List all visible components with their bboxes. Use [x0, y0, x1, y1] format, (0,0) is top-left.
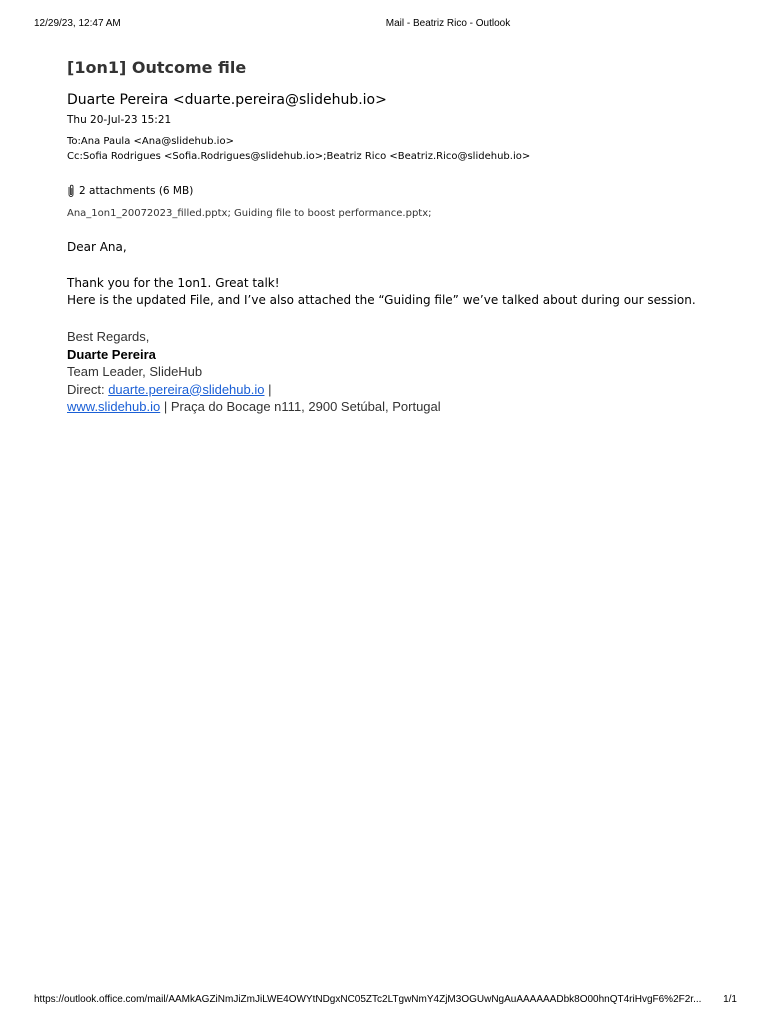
signature-email-link[interactable]: duarte.pereira@slidehub.io [108, 381, 265, 397]
print-header [0, 18, 768, 32]
email-subject: [1on1] Outcome file [67, 58, 247, 77]
signature-role: Team Leader, SlideHub [67, 364, 203, 379]
email-date: Thu 20-Jul-23 15:21 [67, 114, 172, 126]
signature-direct-label: Direct: [67, 381, 105, 397]
signature-closing: Best Regards, [67, 329, 150, 344]
signature-address: | Praça do Bocage n111, 2900 Setúbal, Portugal [163, 399, 441, 414]
paperclip-icon [67, 184, 75, 198]
email-cc: Cc:Sofia Rodrigues <Sofia.Rodrigues@slidehub.io>;Beatriz Rico <Beatriz.Rico@slidehub.io> [67, 151, 531, 162]
print-footer [0, 994, 768, 1008]
print-datetime: 12/29/23, 12:47 AM [34, 18, 121, 29]
print-title: Mail - Beatriz Rico - Outlook [385, 18, 511, 29]
email-from: Duarte Pereira <duarte.pereira@slidehub.io> [67, 92, 387, 108]
signature-name: Duarte Pereira [67, 346, 156, 362]
email-greeting: Dear Ana, [67, 240, 127, 254]
signature-website-link[interactable]: www.slidehub.io [67, 399, 161, 414]
signature-direct-line [67, 381, 441, 399]
email-signature [67, 328, 441, 416]
print-page-number: 1/1 [723, 994, 737, 1005]
attachments-summary-label: 2 attachments (6 MB) [79, 185, 194, 197]
email-body-line: Here is the updated File, and I’ve also attached the “Guiding file” we’ve talked about during our session. [67, 293, 696, 307]
attachment-file-list[interactable]: Ana_1on1_20072023_filled.pptx; Guiding file to boost performance.pptx; [67, 208, 432, 219]
signature-separator: | [268, 381, 272, 397]
email-to: To:Ana Paula <Ana@slidehub.io> [67, 136, 234, 147]
attachments-summary[interactable] [67, 184, 193, 198]
signature-website-line [67, 398, 441, 416]
print-url: https://outlook.office.com/mail/AAMkAGZiNmJiZmJiLWE4OWYtNDgxNC05ZTc2LTgwNmY4ZjM3OGUwNgAuAAAAAADbk8O00hnQT4riHvgF6%2F2r... [34, 994, 702, 1005]
email-body-line: Thank you for the 1on1. Great talk! [67, 276, 280, 290]
